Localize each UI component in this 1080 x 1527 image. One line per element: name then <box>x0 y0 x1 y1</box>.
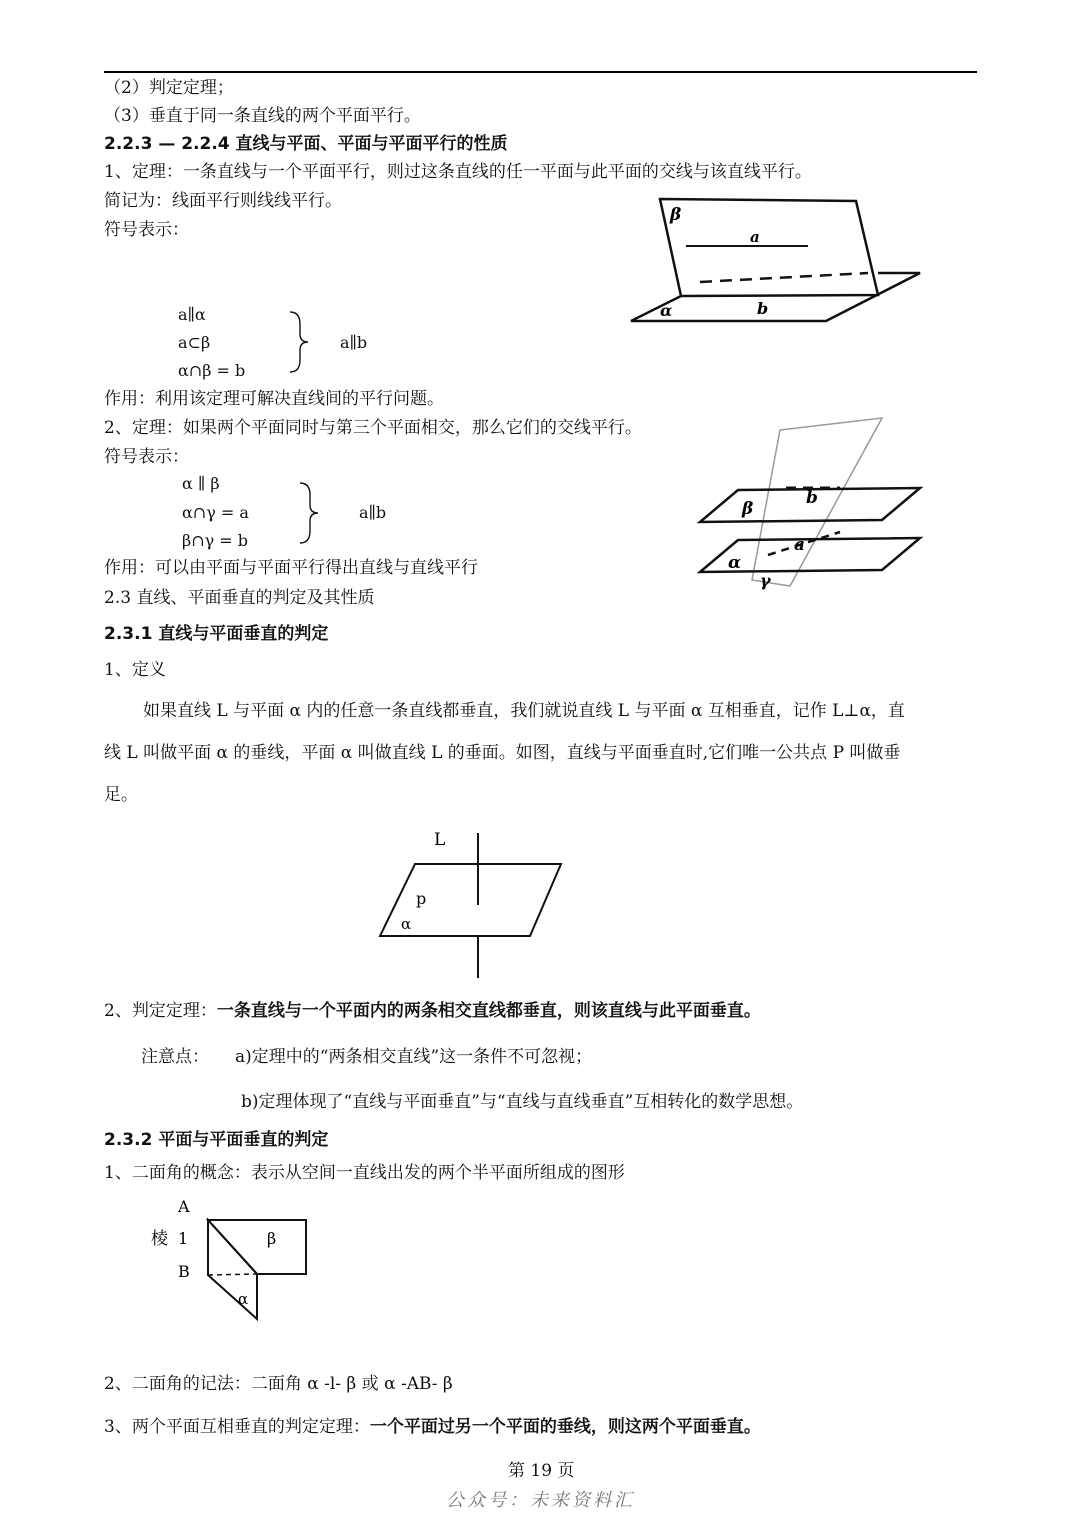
fig4-one-label: 1 <box>178 1229 189 1248</box>
note-b: b)定理体现了“直线与平面垂直”与“直线与直线垂直”互相转化的数学思想。 <box>241 1092 804 1112</box>
fig4-alpha-label: α <box>238 1290 249 1308</box>
perpendicular-planes-theorem <box>104 1416 761 1438</box>
judgement-theorem-label: 2、判定定理： <box>104 1001 217 1021</box>
fig2-alpha-label: α <box>728 553 742 573</box>
fig3-alpha-label: α <box>401 915 412 933</box>
brace-2 <box>296 481 326 545</box>
fig4-edge-label: 棱 <box>151 1229 168 1249</box>
header-rule <box>104 71 977 73</box>
figure-line-perpendicular-plane <box>370 825 570 985</box>
heading-2-3-1: 2.3.1 直线与平面垂直的判定 <box>104 624 329 644</box>
fig1-alpha-label: α <box>660 301 673 320</box>
definition-text-2: 线 L 叫做平面 α 的垂线，平面 α 叫做直线 L 的垂面。如图，直线与平面垂直时,它们唯一公共点 P 叫做垂 <box>104 743 901 763</box>
page-number: 第 19 页 <box>508 1461 575 1481</box>
fig2-beta-label: β <box>742 499 754 519</box>
fig4-beta-label: β <box>267 1229 277 1248</box>
fig3-L-label: L <box>434 830 446 850</box>
line-perpendicular-planes: （3）垂直于同一条直线的两个平面平行。 <box>104 106 421 126</box>
line-judgement-theorem: （2）判定定理； <box>104 78 234 98</box>
symbol-2-line-3: β∩γ = b <box>182 531 249 550</box>
symbol-1-line-2: a⊂β <box>178 333 211 352</box>
symbol-2-line-2: α∩γ = a <box>182 503 249 522</box>
fig2-gamma-label: γ <box>760 571 771 590</box>
section-2-3: 2.3 直线、平面垂直的判定及其性质 <box>104 588 375 608</box>
fig2-a-label: a <box>794 535 806 555</box>
fig4-B-label: B <box>178 1262 190 1281</box>
theorem-1-use: 作用：利用该定理可解决直线间的平行问题。 <box>104 389 444 409</box>
fig2-b-label: b <box>806 488 818 508</box>
definition-label: 1、定义 <box>104 660 166 680</box>
definition-text-1: 如果直线 L 与平面 α 内的任意一条直线都垂直，我们就说直线 L 与平面 α 互相垂直，记作 L⊥α，直 <box>143 701 905 721</box>
heading-2-3-2: 2.3.2 平面与平面垂直的判定 <box>104 1130 329 1150</box>
theorem-2: 2、定理：如果两个平面同时与第三个平面相交，那么它们的交线平行。 <box>104 418 642 438</box>
fig4-A-label: A <box>178 1197 190 1216</box>
brace-1 <box>286 310 316 374</box>
fig1-a-label: a <box>750 228 760 246</box>
figure-two-parallel-planes <box>690 410 930 595</box>
symbol-2-result: a∥b <box>359 503 387 522</box>
theorem-2-symbol-label: 符号表示： <box>104 447 189 467</box>
symbol-2-line-1: α ∥ β <box>182 474 220 493</box>
fig3-p-label: p <box>416 889 427 908</box>
heading-2-2-3: 2.2.3 — 2.2.4 直线与平面、平面与平面平行的性质 <box>104 134 508 154</box>
dihedral-concept: 1、二面角的概念：表示从空间一直线出发的两个半平面所组成的图形 <box>104 1163 625 1183</box>
perpendicular-planes-label: 3、两个平面互相垂直的判定定理： <box>104 1417 370 1437</box>
theorem-1: 1、定理：一条直线与一个平面平行，则过这条直线的任一平面与此平面的交线与该直线平行。 <box>104 162 812 182</box>
figure-dihedral-angle <box>145 1192 320 1322</box>
judgement-theorem <box>104 1000 761 1022</box>
symbol-1-line-1: a∥α <box>178 305 206 324</box>
perpendicular-planes-statement: 一个平面过另一个平面的垂线，则这两个平面垂直。 <box>369 1417 761 1437</box>
judgement-theorem-statement: 一条直线与一个平面内的两条相交直线都垂直，则该直线与此平面垂直。 <box>216 1001 761 1021</box>
symbol-1-result: a∥b <box>340 333 368 352</box>
symbol-1-line-3: α∩β = b <box>178 361 246 380</box>
source-watermark: 公众号：未来资料汇 <box>446 1490 635 1511</box>
fig1-b-label: b <box>757 299 769 318</box>
note-label: 注意点： <box>141 1047 209 1067</box>
theorem-1-summary: 简记为：线面平行则线线平行。 <box>104 191 342 211</box>
dihedral-notation: 2、二面角的记法：二面角 α -l- β 或 α -AB- β <box>104 1374 453 1394</box>
figure-line-plane-parallel <box>620 190 930 330</box>
note-a: a)定理中的“两条相交直线”这一条件不可忽视； <box>235 1047 593 1067</box>
fig1-beta-label: β <box>670 205 682 225</box>
theorem-2-use: 作用：可以由平面与平面平行得出直线与直线平行 <box>104 558 478 578</box>
definition-text-3: 足。 <box>104 785 138 805</box>
theorem-1-symbol-label: 符号表示： <box>104 220 189 240</box>
